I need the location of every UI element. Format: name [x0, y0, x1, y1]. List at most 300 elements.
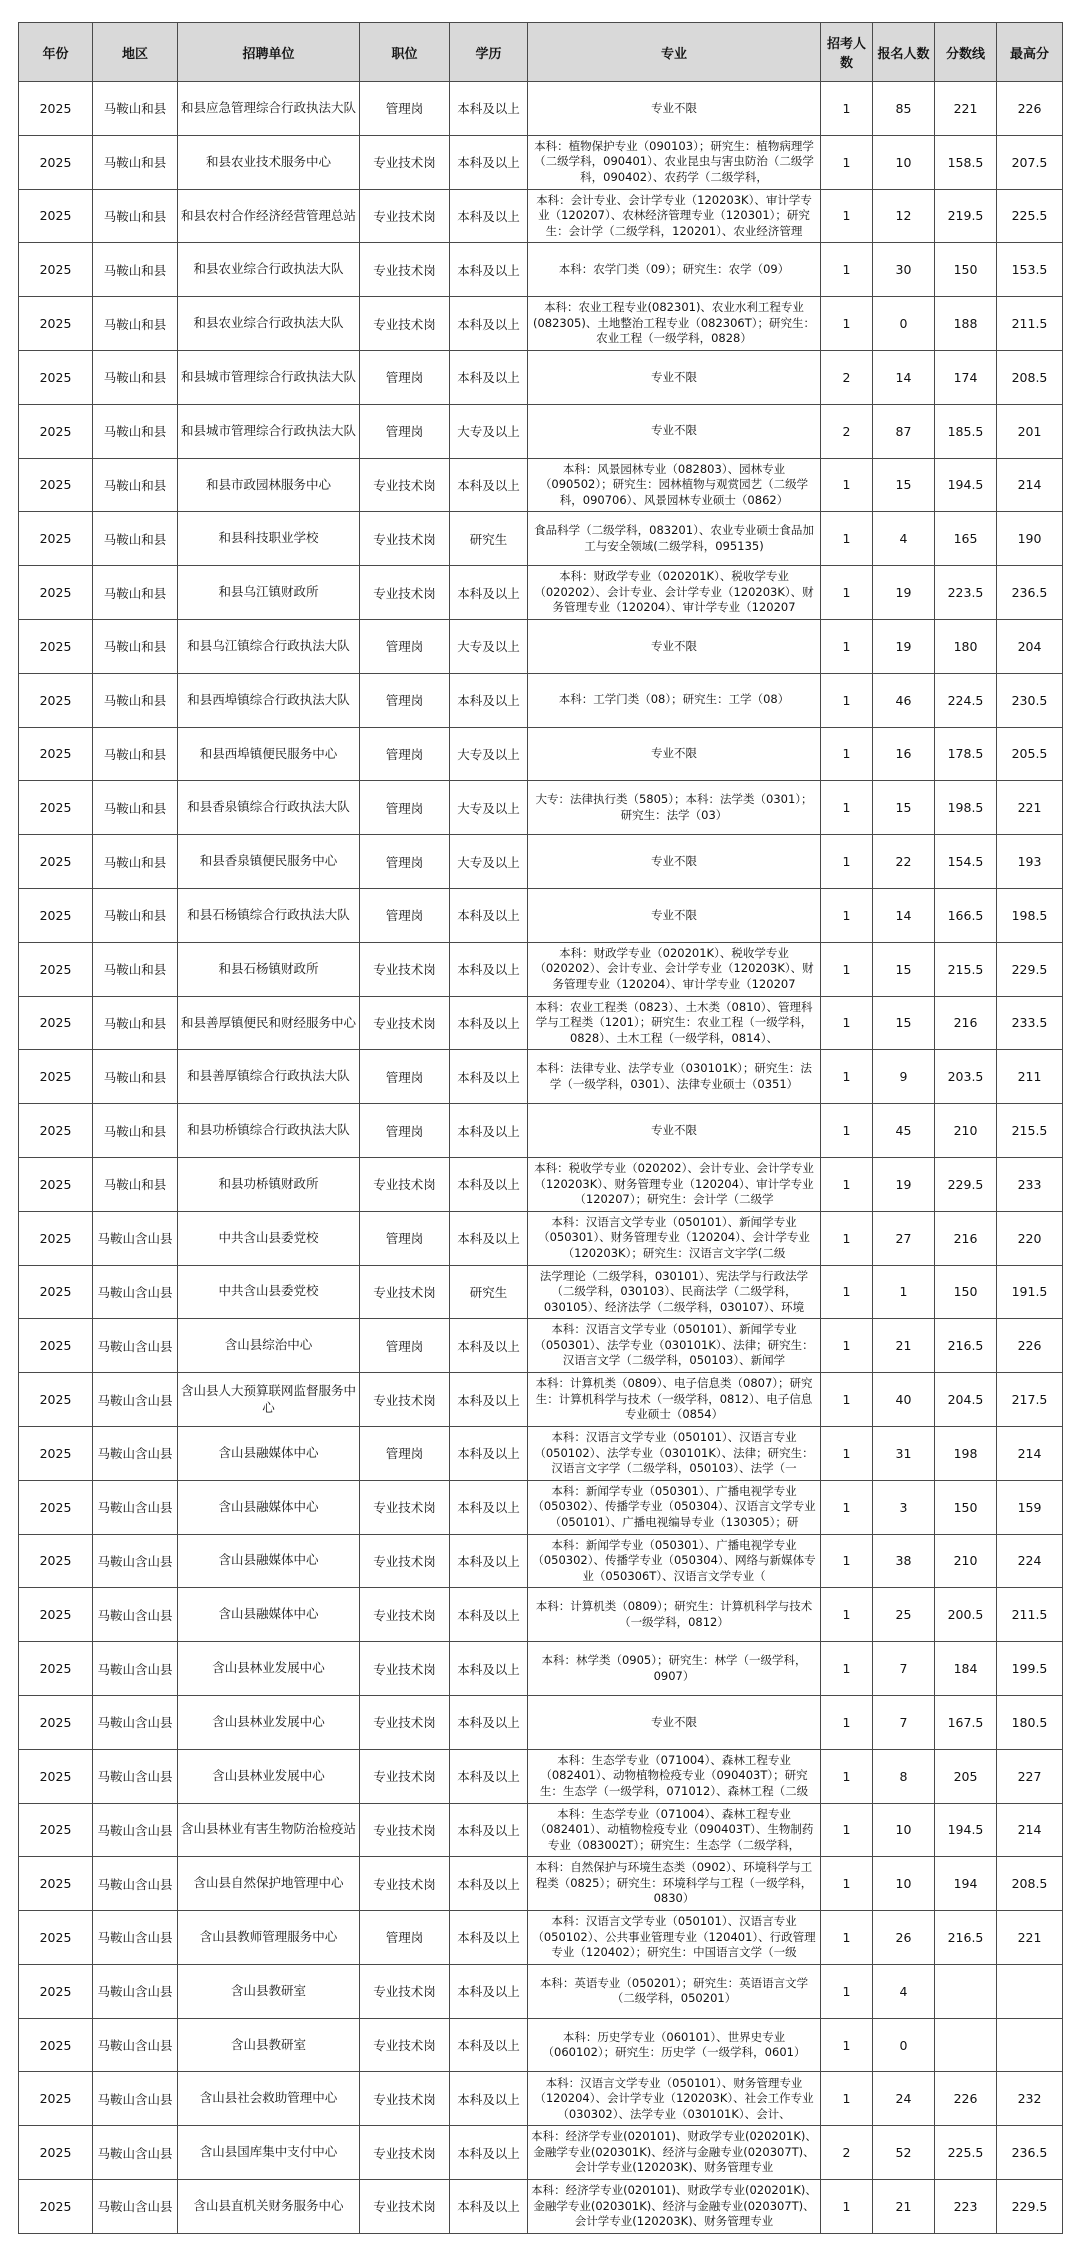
cell-region: 马鞍山和县	[93, 512, 178, 566]
cell-applicants: 16	[873, 727, 935, 781]
cell-post: 专业技术岗	[360, 243, 450, 297]
cell-major	[528, 404, 821, 458]
cell-year: 2025	[19, 673, 93, 727]
cell-education: 本科及以上	[450, 1642, 528, 1696]
cell-quota: 2	[821, 2126, 873, 2180]
cell-post: 专业技术岗	[360, 458, 450, 512]
table-row	[19, 673, 1063, 727]
cell-top-score: 233.5	[997, 996, 1063, 1050]
cell-quota: 1	[821, 1157, 873, 1211]
cell-year: 2025	[19, 1211, 93, 1265]
cell-year: 2025	[19, 1319, 93, 1373]
cell-top-score	[997, 2018, 1063, 2072]
major-text: 本科：农学门类（09）；研究生：农学（09）	[558, 262, 790, 277]
header-year: 年份	[19, 23, 93, 82]
cell-major	[528, 1749, 821, 1803]
cell-quota: 1	[821, 1642, 873, 1696]
table-row	[19, 1157, 1063, 1211]
cell-quota: 1	[821, 942, 873, 996]
cell-applicants: 14	[873, 888, 935, 942]
cell-cutoff: 154.5	[935, 835, 997, 889]
cell-quota: 1	[821, 1749, 873, 1803]
cell-top-score	[997, 1964, 1063, 2018]
cell-quota: 1	[821, 135, 873, 189]
cell-region: 马鞍山和县	[93, 888, 178, 942]
header-post: 职位	[360, 23, 450, 82]
cell-quota: 1	[821, 781, 873, 835]
cell-cutoff: 224.5	[935, 673, 997, 727]
table-row	[19, 1803, 1063, 1857]
table-row	[19, 458, 1063, 512]
cell-education: 本科及以上	[450, 888, 528, 942]
cell-major	[528, 996, 821, 1050]
cell-applicants: 19	[873, 619, 935, 673]
cell-unit: 含山县林业发展中心	[178, 1642, 360, 1696]
cell-major	[528, 1211, 821, 1265]
cell-cutoff: 223.5	[935, 566, 997, 620]
cell-applicants: 21	[873, 2180, 935, 2234]
cell-year: 2025	[19, 1803, 93, 1857]
cell-education: 本科及以上	[450, 1588, 528, 1642]
cell-region: 马鞍山和县	[93, 1157, 178, 1211]
cell-quota: 1	[821, 1211, 873, 1265]
cell-quota: 1	[821, 189, 873, 243]
cell-education: 本科及以上	[450, 1050, 528, 1104]
major-text: 本科：新闻学专业（050301）、广播电视学专业（050302）、传播学专业（050304）、网络与新媒体专业（050306T）、汉语言文学专业（	[532, 1537, 816, 1583]
cell-year: 2025	[19, 82, 93, 136]
header-quota: 招考人数	[821, 23, 873, 82]
cell-education: 本科及以上	[450, 458, 528, 512]
cell-region: 马鞍山含山县	[93, 2180, 178, 2234]
cell-cutoff	[935, 2018, 997, 2072]
cell-top-score: 191.5	[997, 1265, 1063, 1319]
cell-unit: 和县农业综合行政执法大队	[178, 243, 360, 297]
cell-quota: 1	[821, 888, 873, 942]
cell-unit: 和县西埠镇综合行政执法大队	[178, 673, 360, 727]
cell-region: 马鞍山含山县	[93, 1695, 178, 1749]
cell-cutoff	[935, 1964, 997, 2018]
cell-quota: 1	[821, 1480, 873, 1534]
cell-major	[528, 1104, 821, 1158]
cell-post: 专业技术岗	[360, 1749, 450, 1803]
cell-major	[528, 888, 821, 942]
cell-applicants: 40	[873, 1373, 935, 1427]
cell-applicants: 24	[873, 2072, 935, 2126]
table-row	[19, 1426, 1063, 1480]
cell-year: 2025	[19, 996, 93, 1050]
cell-education: 大专及以上	[450, 781, 528, 835]
cell-cutoff: 205	[935, 1749, 997, 1803]
cell-top-score: 225.5	[997, 189, 1063, 243]
cell-quota: 1	[821, 727, 873, 781]
cell-year: 2025	[19, 566, 93, 620]
cell-region: 马鞍山和县	[93, 350, 178, 404]
cell-applicants: 14	[873, 350, 935, 404]
cell-quota: 1	[821, 82, 873, 136]
cell-year: 2025	[19, 1534, 93, 1588]
table-row	[19, 189, 1063, 243]
table-row	[19, 1050, 1063, 1104]
cell-major	[528, 1480, 821, 1534]
table-row	[19, 942, 1063, 996]
cell-region: 马鞍山含山县	[93, 1911, 178, 1965]
cell-applicants: 85	[873, 82, 935, 136]
table-row	[19, 1480, 1063, 1534]
cell-cutoff: 174	[935, 350, 997, 404]
cell-cutoff: 210	[935, 1534, 997, 1588]
cell-applicants: 87	[873, 404, 935, 458]
cell-cutoff: 215.5	[935, 942, 997, 996]
cell-quota: 1	[821, 566, 873, 620]
cell-applicants: 15	[873, 942, 935, 996]
cell-major	[528, 2180, 821, 2234]
cell-region: 马鞍山含山县	[93, 1426, 178, 1480]
major-text: 本科：风景园林专业（082803）、园林专业（090502）；研究生：园林植物与观赏园艺（二级学科，090706）、风景园林专业硕士（0862）	[539, 461, 809, 507]
table-row	[19, 619, 1063, 673]
cell-unit: 含山县教师管理服务中心	[178, 1911, 360, 1965]
cell-education: 本科及以上	[450, 1964, 528, 2018]
major-text: 本科：英语专业（050201）；研究生：英语语言文学（二级学科，050201）	[539, 1975, 809, 2006]
cell-top-score: 211.5	[997, 297, 1063, 351]
cell-applicants: 15	[873, 781, 935, 835]
cell-year: 2025	[19, 1588, 93, 1642]
cell-unit: 和县科技职业学校	[178, 512, 360, 566]
cell-cutoff: 185.5	[935, 404, 997, 458]
cell-education: 本科及以上	[450, 1803, 528, 1857]
cell-top-score: 227	[997, 1749, 1063, 1803]
major-text: 本科：汉语言文学专业（050101）、财务管理专业（120204）、会计学专业（120203K）、社会工作专业（030302）、法学专业（030101K）、会计、	[534, 2075, 814, 2121]
cell-unit: 含山县人大预算联网监督服务中心	[178, 1373, 360, 1427]
cell-region: 马鞍山和县	[93, 189, 178, 243]
cell-region: 马鞍山含山县	[93, 1534, 178, 1588]
cell-unit: 含山县融媒体中心	[178, 1480, 360, 1534]
cell-region: 马鞍山含山县	[93, 1319, 178, 1373]
cell-year: 2025	[19, 512, 93, 566]
cell-major	[528, 350, 821, 404]
cell-cutoff: 167.5	[935, 1695, 997, 1749]
cell-region: 马鞍山和县	[93, 82, 178, 136]
major-text: 本科：财政学专业（020201K）、税收学专业（020202）、会计专业、会计学专业（120203K）、财务管理专业（120204）、审计学专业（120207	[534, 945, 814, 991]
cell-year: 2025	[19, 1373, 93, 1427]
table-row	[19, 1642, 1063, 1696]
cell-region: 马鞍山和县	[93, 781, 178, 835]
cell-cutoff: 158.5	[935, 135, 997, 189]
cell-year: 2025	[19, 1911, 93, 1965]
cell-top-score: 204	[997, 619, 1063, 673]
cell-major	[528, 1426, 821, 1480]
cell-cutoff: 221	[935, 82, 997, 136]
cell-unit: 含山县融媒体中心	[178, 1588, 360, 1642]
cell-education: 研究生	[450, 512, 528, 566]
cell-cutoff: 198.5	[935, 781, 997, 835]
cell-post: 管理岗	[360, 1104, 450, 1158]
cell-cutoff: 178.5	[935, 727, 997, 781]
cell-post: 管理岗	[360, 1050, 450, 1104]
cell-year: 2025	[19, 297, 93, 351]
cell-education: 本科及以上	[450, 1426, 528, 1480]
table-row	[19, 1373, 1063, 1427]
cell-unit: 含山县自然保护地管理中心	[178, 1857, 360, 1911]
cell-cutoff: 229.5	[935, 1157, 997, 1211]
cell-year: 2025	[19, 942, 93, 996]
cell-unit: 和县乌江镇财政所	[178, 566, 360, 620]
cell-quota: 1	[821, 2018, 873, 2072]
cell-education: 大专及以上	[450, 404, 528, 458]
cell-applicants: 0	[873, 2018, 935, 2072]
cell-major	[528, 1803, 821, 1857]
cell-top-score: 193	[997, 835, 1063, 889]
header-major: 专业	[528, 23, 821, 82]
cell-top-score: 229.5	[997, 942, 1063, 996]
major-text: 本科：会计专业、会计学专业（120203K）、审计学专业（120207）、农林经济管理专业（120301）；研究生：会计学（二级学科，120201）、农业经济管理	[536, 192, 812, 238]
cell-unit: 和县西埠镇便民服务中心	[178, 727, 360, 781]
cell-post: 专业技术岗	[360, 135, 450, 189]
cell-education: 本科及以上	[450, 243, 528, 297]
major-text: 本科：计算机类（0809）、电子信息类（0807）；研究生：计算机科学与技术（一级学科，0812）、电子信息专业硕士（0854）	[535, 1376, 813, 1422]
cell-cutoff: 150	[935, 1265, 997, 1319]
cell-year: 2025	[19, 2072, 93, 2126]
cell-post: 专业技术岗	[360, 1695, 450, 1749]
major-text: 本科：农业工程专业(082301)、农业水利工程专业(082305)、土地整治工程专业（082306T）；研究生：农业工程（一级学科，0828）	[532, 300, 816, 346]
major-text: 专业不限	[651, 638, 697, 653]
cell-unit: 和县农村合作经济经营管理总站	[178, 189, 360, 243]
cell-quota: 1	[821, 1534, 873, 1588]
cell-unit: 和县善厚镇便民和财经服务中心	[178, 996, 360, 1050]
cell-cutoff: 180	[935, 619, 997, 673]
cell-cutoff: 216	[935, 996, 997, 1050]
cell-education: 本科及以上	[450, 1749, 528, 1803]
cell-education: 本科及以上	[450, 2072, 528, 2126]
cell-top-score: 236.5	[997, 566, 1063, 620]
cell-quota: 1	[821, 458, 873, 512]
table-row	[19, 2126, 1063, 2180]
cell-post: 专业技术岗	[360, 297, 450, 351]
cell-major	[528, 2126, 821, 2180]
cell-unit: 中共含山县委党校	[178, 1211, 360, 1265]
cell-applicants: 46	[873, 673, 935, 727]
cell-post: 管理岗	[360, 1426, 450, 1480]
cell-quota: 1	[821, 1803, 873, 1857]
cell-year: 2025	[19, 189, 93, 243]
cell-major	[528, 673, 821, 727]
cell-region: 马鞍山含山县	[93, 2126, 178, 2180]
cell-unit: 含山县林业发展中心	[178, 1749, 360, 1803]
cell-top-score: 180.5	[997, 1695, 1063, 1749]
header-unit: 招聘单位	[178, 23, 360, 82]
cell-region: 马鞍山和县	[93, 135, 178, 189]
major-text: 本科：汉语言文学专业（050101）、汉语言专业（050102）、公共事业管理专业（120401）、行政管理专业（120402）；研究生：中国语言文学（一级	[532, 1914, 816, 1960]
cell-post: 专业技术岗	[360, 1588, 450, 1642]
cell-education: 大专及以上	[450, 619, 528, 673]
score-table	[18, 22, 1063, 2234]
cell-top-score: 236.5	[997, 2126, 1063, 2180]
cell-education: 本科及以上	[450, 297, 528, 351]
cell-education: 本科及以上	[450, 1157, 528, 1211]
cell-unit: 和县香泉镇综合行政执法大队	[178, 781, 360, 835]
table-header-row	[19, 23, 1063, 82]
cell-applicants: 31	[873, 1426, 935, 1480]
table-row	[19, 781, 1063, 835]
cell-top-score: 207.5	[997, 135, 1063, 189]
cell-unit: 和县香泉镇便民服务中心	[178, 835, 360, 889]
cell-major	[528, 619, 821, 673]
cell-quota: 1	[821, 1911, 873, 1965]
cell-region: 马鞍山和县	[93, 942, 178, 996]
cell-applicants: 25	[873, 1588, 935, 1642]
cell-region: 马鞍山含山县	[93, 2018, 178, 2072]
cell-region: 马鞍山和县	[93, 458, 178, 512]
cell-cutoff: 216.5	[935, 1319, 997, 1373]
cell-cutoff: 184	[935, 1642, 997, 1696]
cell-cutoff: 194.5	[935, 458, 997, 512]
cell-top-score: 201	[997, 404, 1063, 458]
cell-post: 专业技术岗	[360, 942, 450, 996]
cell-cutoff: 194.5	[935, 1803, 997, 1857]
major-text: 专业不限	[651, 100, 697, 115]
cell-unit: 含山县国库集中支付中心	[178, 2126, 360, 2180]
cell-region: 马鞍山和县	[93, 1104, 178, 1158]
cell-quota: 1	[821, 1695, 873, 1749]
major-text: 本科：计算机类（0809）；研究生：计算机科学与技术（一级学科，0812）	[535, 1599, 813, 1629]
cell-post: 管理岗	[360, 888, 450, 942]
table-row	[19, 1265, 1063, 1319]
cell-applicants: 12	[873, 189, 935, 243]
cell-quota: 1	[821, 2180, 873, 2234]
header-cutoff: 分数线	[935, 23, 997, 82]
table-row	[19, 350, 1063, 404]
cell-applicants: 10	[873, 1857, 935, 1911]
cell-year: 2025	[19, 2126, 93, 2180]
table-row	[19, 1211, 1063, 1265]
header-education: 学历	[450, 23, 528, 82]
table-row	[19, 835, 1063, 889]
cell-education: 本科及以上	[450, 135, 528, 189]
cell-top-score: 226	[997, 1319, 1063, 1373]
cell-top-score: 198.5	[997, 888, 1063, 942]
table-row	[19, 1749, 1063, 1803]
cell-cutoff: 194	[935, 1857, 997, 1911]
cell-quota: 1	[821, 1373, 873, 1427]
cell-applicants: 38	[873, 1534, 935, 1588]
cell-region: 马鞍山含山县	[93, 1964, 178, 2018]
cell-year: 2025	[19, 458, 93, 512]
header-applicants: 报名人数	[873, 23, 935, 82]
cell-region: 马鞍山含山县	[93, 1803, 178, 1857]
cell-post: 专业技术岗	[360, 1373, 450, 1427]
major-text: 本科：植物保护专业（090103）；研究生：植物病理学（二级学科，090401）、农业昆虫与害虫防治（二级学科，090402）、农药学（二级学科，	[534, 138, 814, 184]
cell-applicants: 4	[873, 512, 935, 566]
cell-education: 本科及以上	[450, 996, 528, 1050]
major-text: 本科：汉语言文学专业（050101）、新闻学专业（050301）、财务管理专业（120204）、会计学专业（120203K）；研究生：汉语言文字学(二级	[538, 1214, 810, 1260]
cell-quota: 1	[821, 1857, 873, 1911]
cell-quota: 1	[821, 2072, 873, 2126]
cell-education: 本科及以上	[450, 566, 528, 620]
major-text: 专业不限	[651, 1122, 697, 1137]
cell-major	[528, 1642, 821, 1696]
cell-unit: 和县功桥镇财政所	[178, 1157, 360, 1211]
cell-region: 马鞍山含山县	[93, 1211, 178, 1265]
cell-applicants: 15	[873, 458, 935, 512]
cell-year: 2025	[19, 835, 93, 889]
cell-year: 2025	[19, 1480, 93, 1534]
cell-post: 专业技术岗	[360, 2072, 450, 2126]
cell-post: 管理岗	[360, 835, 450, 889]
cell-major	[528, 1265, 821, 1319]
cell-year: 2025	[19, 404, 93, 458]
cell-unit: 含山县综治中心	[178, 1319, 360, 1373]
table-row	[19, 82, 1063, 136]
major-text: 本科：农业工程类（0823）、土木类（0810）、管理科学与工程类（1201）；研究生：农业工程（一级学科，0828）、土木工程（一级学科，0814）、	[535, 999, 813, 1045]
cell-major	[528, 1534, 821, 1588]
cell-region: 马鞍山和县	[93, 1050, 178, 1104]
cell-year: 2025	[19, 1695, 93, 1749]
cell-unit: 和县应急管理综合行政执法大队	[178, 82, 360, 136]
cell-cutoff: 198	[935, 1426, 997, 1480]
major-text: 本科：税收学专业（020202）、会计专业、会计学专业（120203K）、财务管理专业（120204）、审计学专业（120207）；研究生：会计学（二级学	[534, 1161, 814, 1207]
cell-quota: 1	[821, 512, 873, 566]
cell-post: 专业技术岗	[360, 2018, 450, 2072]
cell-unit: 含山县融媒体中心	[178, 1426, 360, 1480]
cell-top-score: 217.5	[997, 1373, 1063, 1427]
cell-unit: 含山县社会救助管理中心	[178, 2072, 360, 2126]
cell-region: 马鞍山和县	[93, 996, 178, 1050]
cell-cutoff: 226	[935, 2072, 997, 2126]
major-text: 本科：经济学专业(020101)、财政学专业(020201K)、金融学专业(020301K)、经济与金融专业(020307T)、会计学专业(120203K)、财务管理专业	[531, 2129, 817, 2175]
cell-quota: 1	[821, 673, 873, 727]
cell-education: 本科及以上	[450, 82, 528, 136]
cell-year: 2025	[19, 1265, 93, 1319]
cell-quota: 1	[821, 1426, 873, 1480]
cell-unit: 含山县直机关财务服务中心	[178, 2180, 360, 2234]
cell-post: 专业技术岗	[360, 189, 450, 243]
cell-top-score: 229.5	[997, 2180, 1063, 2234]
cell-top-score: 230.5	[997, 673, 1063, 727]
cell-applicants: 19	[873, 1157, 935, 1211]
cell-major	[528, 512, 821, 566]
cell-unit: 含山县林业有害生物防治检疫站	[178, 1803, 360, 1857]
header-region: 地区	[93, 23, 178, 82]
major-text: 专业不限	[651, 423, 697, 438]
cell-region: 马鞍山和县	[93, 566, 178, 620]
cell-major	[528, 1964, 821, 2018]
cell-cutoff: 223	[935, 2180, 997, 2234]
cell-unit: 含山县教研室	[178, 2018, 360, 2072]
cell-applicants: 0	[873, 297, 935, 351]
cell-education: 研究生	[450, 1265, 528, 1319]
cell-region: 马鞍山含山县	[93, 1480, 178, 1534]
major-text: 专业不限	[651, 369, 697, 384]
cell-applicants: 1	[873, 1265, 935, 1319]
cell-major	[528, 82, 821, 136]
cell-cutoff: 225.5	[935, 2126, 997, 2180]
cell-year: 2025	[19, 135, 93, 189]
cell-major	[528, 297, 821, 351]
cell-post: 专业技术岗	[360, 1480, 450, 1534]
cell-year: 2025	[19, 1426, 93, 1480]
cell-applicants: 52	[873, 2126, 935, 2180]
cell-major	[528, 942, 821, 996]
cell-major	[528, 1157, 821, 1211]
recruitment-score-sheet	[18, 22, 1062, 2234]
cell-top-score: 153.5	[997, 243, 1063, 297]
cell-unit: 和县善厚镇综合行政执法大队	[178, 1050, 360, 1104]
cell-quota: 1	[821, 297, 873, 351]
major-text: 法学理论（二级学科，030101）、宪法学与行政法学（二级学科，030103）、民商法学（二级学科，030105）、经济法学（二级学科，030107）、环境	[539, 1268, 809, 1314]
cell-applicants: 27	[873, 1211, 935, 1265]
cell-applicants: 30	[873, 243, 935, 297]
table-row	[19, 2072, 1063, 2126]
cell-year: 2025	[19, 1157, 93, 1211]
